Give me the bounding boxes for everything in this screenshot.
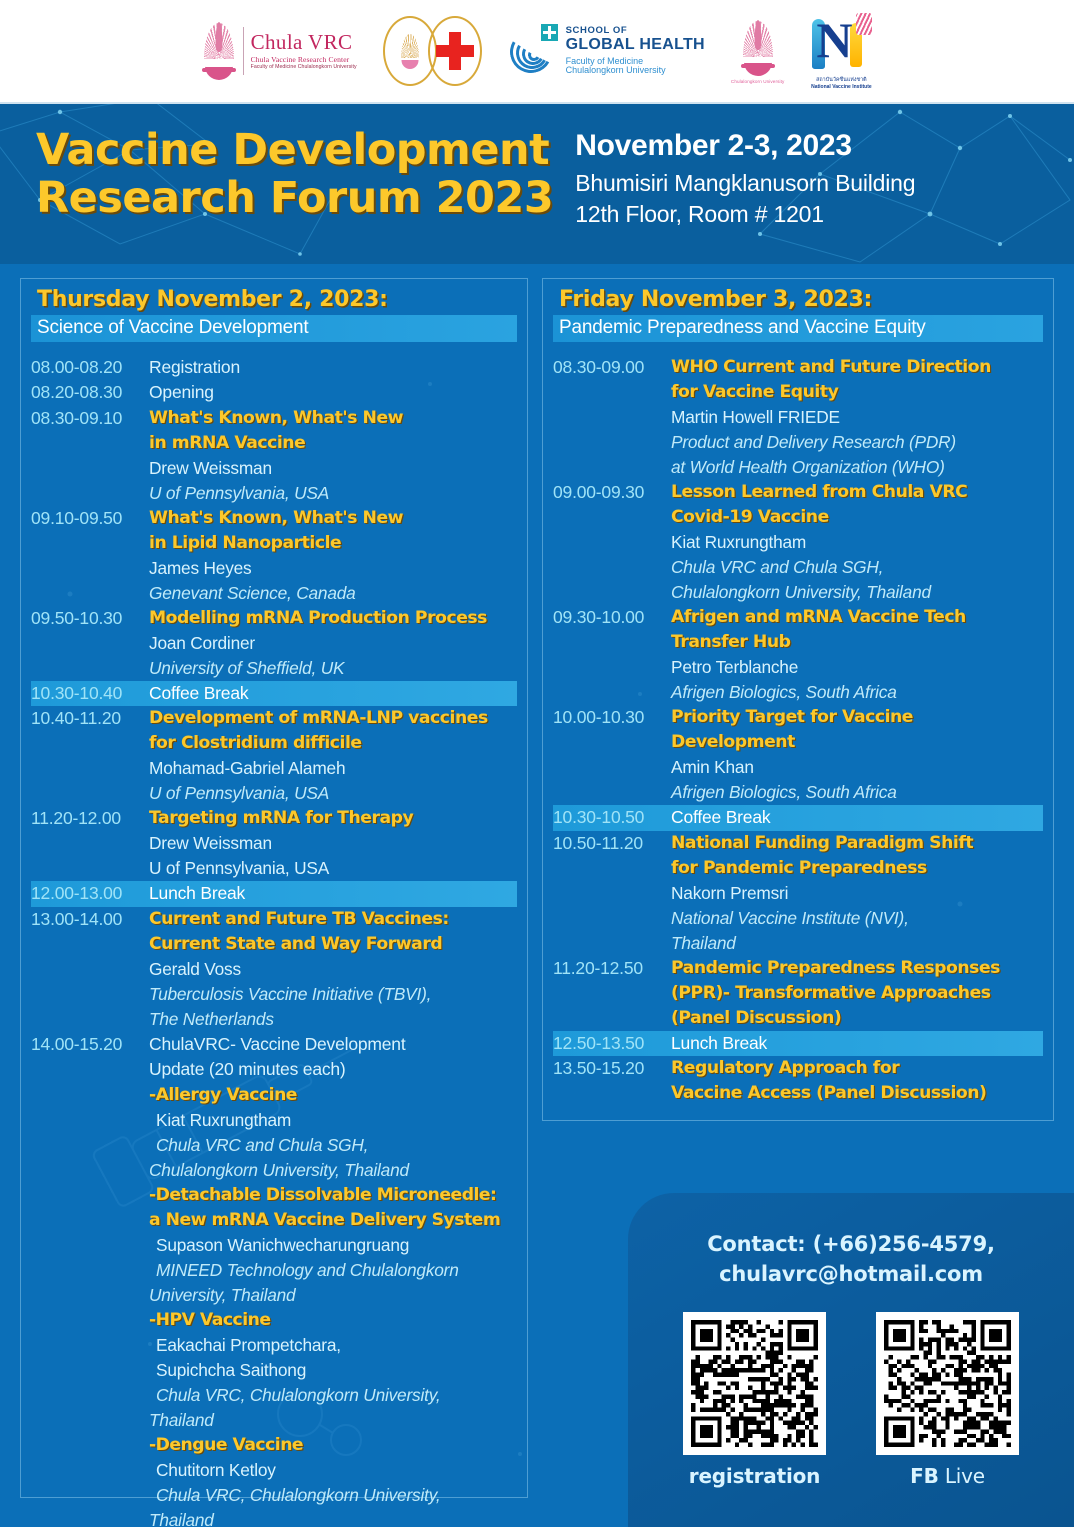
- schedule-row: [31, 681, 517, 706]
- session-title: for Vaccine Equity: [671, 381, 839, 402]
- chula-crest-icon-2: [741, 19, 775, 77]
- sub-session-title: -HPV Vaccine: [149, 1309, 271, 1330]
- sub-session-title: -Allergy Vaccine: [149, 1084, 297, 1105]
- session-title: Lunch Break: [671, 1032, 768, 1053]
- schedule-time: 11.20-12.00: [31, 808, 121, 829]
- sub-session-speaker: Supichcha Saithong: [156, 1359, 307, 1380]
- sub-session-speaker: Eakachai Prompetchara,: [156, 1334, 341, 1355]
- sub-session-affiliation: Chula VRC, Chulalongkorn University,: [156, 1485, 441, 1506]
- fb-live-qr-caption: FB Live: [910, 1463, 985, 1488]
- schedule-time: 10.00-10.30: [553, 707, 645, 728]
- schedule-detail: [671, 805, 1043, 830]
- session-title: Development of mRNA-LNP vaccines: [149, 708, 488, 729]
- schedule-detail: [149, 907, 517, 1032]
- session-title: Development: [671, 732, 795, 753]
- qr-code-group: [628, 1312, 1074, 1488]
- medical-cross-icon: [541, 24, 558, 41]
- sub-session: [149, 1433, 517, 1527]
- session-title: National Funding Paradigm Shift: [671, 832, 974, 853]
- schedule-row: [553, 605, 1043, 705]
- schedule-row: [553, 805, 1043, 830]
- session-title: Afrigen and mRNA Vaccine Tech: [671, 607, 966, 628]
- schedule-detail: [671, 956, 1043, 1031]
- session-title: Coffee Break: [149, 682, 249, 703]
- sub-session-speaker: Supason Wanichwecharungruang: [156, 1234, 410, 1255]
- schedule-time: 13.00-14.00: [31, 908, 123, 929]
- poster-body: [0, 264, 1074, 1527]
- schedule-detail: [149, 506, 517, 606]
- schedule-row: [553, 480, 1043, 605]
- sub-session-title: -Detachable Dissolvable Microneedle:: [149, 1184, 497, 1205]
- schedule-time: 10.30-10.50: [553, 807, 645, 828]
- session-speaker: Gerald Voss: [149, 958, 241, 979]
- event-meta: [575, 126, 915, 228]
- schedule-time: 12.00-13.00: [31, 883, 123, 904]
- session-title: Opening: [149, 382, 214, 403]
- schedule-detail: [671, 1056, 1043, 1106]
- sub-session-speaker: Kiat Ruxrungtham: [156, 1109, 292, 1130]
- session-title: Modelling mRNA Production Process: [149, 607, 487, 628]
- schedule-detail: [149, 706, 517, 806]
- session-speaker: Amin Khan: [671, 757, 754, 778]
- session-speaker: Nakorn Premsri: [671, 882, 789, 903]
- schedule-row: [553, 1056, 1043, 1106]
- session-affiliation: Tuberculosis Vaccine Initiative (TBVI),: [149, 983, 432, 1004]
- sgh-line3: Faculty of Medicine: [565, 55, 644, 66]
- schedule-row: [31, 606, 517, 681]
- schedule-detail: [671, 831, 1043, 956]
- session-affiliation: National Vaccine Institute (NVI),: [671, 907, 909, 928]
- session-title: Current State and Way Forward: [149, 933, 443, 954]
- schedule-detail: [671, 705, 1043, 805]
- schedule-row: [553, 705, 1043, 805]
- day1-theme: Science of Vaccine Development: [31, 315, 517, 342]
- sub-session-title: -Dengue Vaccine: [149, 1435, 304, 1456]
- sgh-line4: Chulalongkorn University: [565, 65, 666, 76]
- schedule-row: [31, 907, 517, 1032]
- session-affiliation: Chula VRC and Chula SGH,: [671, 557, 884, 578]
- sub-session-speaker: Chutitorn Ketloy: [156, 1460, 276, 1481]
- session-title: Registration: [149, 357, 240, 377]
- event-dates: November 2-3, 2023: [575, 129, 852, 162]
- day2-label: Friday November 3, 2023:: [559, 287, 872, 312]
- session-speaker: Joan Cordiner: [149, 632, 255, 653]
- schedule-time: 08.00-08.20: [31, 357, 123, 377]
- sub-session-affiliation: Chula VRC and Chula SGH,: [156, 1134, 369, 1155]
- schedule-row: [31, 1032, 517, 1527]
- poster-title: [36, 126, 553, 222]
- title-line-2: Research Forum 2023: [36, 173, 554, 224]
- session-affiliation: Afrigen Biologics, South Africa: [671, 682, 897, 703]
- sub-session-affiliation: Chula VRC, Chulalongkorn University,: [156, 1385, 441, 1406]
- thai-red-cross-logo: [383, 16, 482, 86]
- chula-vrc-subtitle: Chula Vaccine Research Center: [250, 54, 350, 64]
- sub-session-affiliation: University, Thailand: [149, 1284, 296, 1305]
- day1-label: Thursday November 2, 2023:: [37, 287, 388, 312]
- sub-session-affiliation: MINEED Technology and Chulalongkorn: [156, 1259, 459, 1280]
- nvi-mark-icon: N: [810, 13, 872, 75]
- session-speaker: Petro Terblanche: [671, 657, 799, 678]
- schedule-row: [31, 355, 517, 380]
- session-title: Lesson Learned from Chula VRC: [671, 482, 968, 503]
- session-title: ChulaVRC- Vaccine Development: [149, 1033, 406, 1054]
- session-affiliation: U of Pennsylvania, USA: [149, 858, 330, 879]
- fb-live-qr-code[interactable]: [876, 1312, 1019, 1455]
- schedule-time: 09.50-10.30: [31, 607, 123, 628]
- schedule-time: 10.50-11.20: [553, 832, 643, 853]
- sgh-line1: SCHOOL OF: [565, 25, 628, 37]
- schedule-detail: [671, 480, 1043, 605]
- session-speaker: James Heyes: [149, 557, 252, 578]
- registration-qr-caption: registration: [688, 1463, 821, 1488]
- session-title: Priority Target for Vaccine: [671, 707, 914, 728]
- cu-caption: Chulalongkorn University: [730, 78, 785, 84]
- registration-qr-block[interactable]: [683, 1312, 826, 1488]
- session-title: (Panel Discussion): [671, 1007, 842, 1028]
- session-affiliation: Product and Delivery Research (PDR): [671, 431, 956, 452]
- schedule-detail: [149, 806, 517, 881]
- contact-phone: Contact: (+66)256-4579,: [707, 1232, 995, 1256]
- schedule-detail: [149, 681, 517, 706]
- schedule-time: 09.00-09.30: [553, 482, 645, 503]
- session-affiliation: U of Pennsylvania, USA: [149, 783, 330, 804]
- session-title: Transfer Hub: [671, 632, 791, 653]
- session-affiliation: at World Health Organization (WHO): [671, 457, 945, 478]
- session-title: Update (20 minutes each): [149, 1059, 346, 1080]
- day2-panel: [542, 278, 1054, 1121]
- session-title: Regulatory Approach for: [671, 1057, 900, 1078]
- schedule-row: [31, 806, 517, 881]
- school-of-global-health-logo: [508, 23, 705, 79]
- schedule-row: [31, 406, 517, 506]
- session-speaker: Drew Weissman: [149, 457, 272, 478]
- schedule-detail: [671, 355, 1043, 480]
- sub-session: [149, 1083, 517, 1183]
- chula-vrc-faculty: Faculty of Medicine Chulalongkorn University: [250, 64, 357, 71]
- session-speaker: Kiat Ruxrungtham: [671, 531, 807, 552]
- session-title: for Clostridium difficile: [149, 733, 362, 754]
- schedule-detail: [149, 1032, 517, 1527]
- session-title: Lunch Break: [149, 883, 246, 904]
- logo-bar: [0, 0, 1074, 104]
- schedule-time: 08.30-09.10: [31, 407, 123, 428]
- schedule-row: [31, 380, 517, 405]
- red-cross-icon: [428, 16, 482, 86]
- schedule-detail: [149, 380, 517, 405]
- schedule-row: [553, 1031, 1043, 1056]
- poster-header: [0, 104, 1074, 264]
- schedule-row: [553, 355, 1043, 480]
- session-speaker: Drew Weissman: [149, 833, 272, 854]
- event-room: 12th Floor, Room # 1201: [575, 201, 824, 227]
- schedule-time: 12.50-13.50: [553, 1032, 645, 1053]
- logo-divider: [243, 27, 244, 75]
- session-affiliation: Genevant Science, Canada: [149, 582, 356, 603]
- session-title: What's Known, What's New: [149, 407, 404, 428]
- session-title: in mRNA Vaccine: [149, 432, 306, 453]
- schedule-row: [553, 956, 1043, 1031]
- sub-session: [149, 1308, 517, 1433]
- schedule-time: 08.30-09.00: [553, 357, 645, 377]
- day1-panel: [20, 278, 528, 1527]
- day1-schedule: [31, 355, 517, 1527]
- schedule-detail: [671, 605, 1043, 705]
- title-line-1: Vaccine Development: [36, 125, 550, 175]
- sub-session-affiliation: Thailand: [149, 1510, 214, 1527]
- contact-panel: [628, 1193, 1074, 1527]
- schedule-detail: [149, 606, 517, 681]
- session-affiliation: Thailand: [671, 932, 736, 953]
- session-affiliation: The Netherlands: [149, 1008, 274, 1029]
- schedule-time: 10.40-11.20: [31, 708, 121, 729]
- sgh-line2: GLOBAL HEALTH: [565, 36, 705, 54]
- sub-session-affiliation: Chulalongkorn University, Thailand: [149, 1159, 409, 1180]
- schedule-time: 13.50-15.20: [553, 1057, 645, 1078]
- schedule-row: [553, 831, 1043, 956]
- session-affiliation: Afrigen Biologics, South Africa: [671, 782, 897, 803]
- schedule-time: 10.30-10.40: [31, 682, 123, 703]
- sub-session: [149, 1183, 517, 1308]
- chulalongkorn-university-logo: [731, 19, 784, 84]
- schedule-time: 09.10-09.50: [31, 507, 123, 528]
- session-title: Targeting mRNA for Therapy: [149, 808, 414, 829]
- session-title: Covid-19 Vaccine: [671, 507, 829, 528]
- session-speaker: Mohamad-Gabriel Alameh: [149, 758, 346, 779]
- registration-qr-code[interactable]: [683, 1312, 826, 1455]
- chula-vrc-title: Chula VRC: [250, 29, 353, 54]
- schedule-detail: [149, 406, 517, 506]
- chula-vrc-logo: [202, 21, 357, 81]
- session-speaker: Martin Howell FRIEDE: [671, 406, 840, 427]
- schedule-row: [31, 881, 517, 906]
- national-vaccine-institute-logo: [810, 13, 872, 90]
- session-title: Current and Future TB Vaccines:: [149, 908, 449, 929]
- contact-email[interactable]: chulavrc@hotmail.com: [719, 1262, 983, 1287]
- event-venue: Bhumisiri Mangklanusorn Building: [575, 170, 916, 196]
- schedule-row: [31, 706, 517, 806]
- session-title: Vaccine Access (Panel Discussion): [671, 1082, 987, 1103]
- schedule-time: 11.20-12.50: [553, 957, 643, 978]
- session-affiliation: Chulalongkorn University, Thailand: [671, 582, 931, 603]
- schedule-time: 08.20-08.30: [31, 382, 123, 403]
- session-title: (PPR)- Transformative Approaches: [671, 982, 991, 1003]
- schedule-detail: [671, 1031, 1043, 1056]
- session-title: What's Known, What's New: [149, 507, 404, 528]
- session-title: in Lipid Nanoparticle: [149, 532, 342, 553]
- day2-theme: Pandemic Preparedness and Vaccine Equity: [553, 315, 1043, 342]
- chula-crest-icon: [202, 21, 236, 81]
- schedule-time: 14.00-15.20: [31, 1033, 123, 1054]
- sub-session-title: a New mRNA Vaccine Delivery System: [149, 1209, 501, 1230]
- session-title: Coffee Break: [671, 807, 771, 828]
- sub-session-affiliation: Thailand: [149, 1410, 214, 1431]
- nvi-caption-thai: สถาบันวัคซีนแห่งชาติ: [816, 76, 867, 83]
- globe-swoosh-icon: [508, 23, 558, 79]
- session-title: WHO Current and Future Direction: [671, 357, 991, 377]
- schedule-detail: [149, 881, 517, 906]
- session-affiliation: University of Sheffield, UK: [149, 657, 345, 678]
- nvi-caption-en: National Vaccine Institute: [811, 83, 872, 90]
- fb-live-qr-block[interactable]: [876, 1312, 1019, 1488]
- session-affiliation: U of Pennsylvania, USA: [149, 482, 330, 503]
- schedule-detail: [149, 355, 517, 380]
- day2-schedule: [553, 355, 1043, 1106]
- day1-column: [20, 278, 528, 1527]
- schedule-row: [31, 506, 517, 606]
- session-title: for Pandemic Preparedness: [671, 857, 927, 878]
- session-title: Pandemic Preparedness Responses: [671, 957, 1000, 978]
- schedule-time: 09.30-10.00: [553, 607, 645, 628]
